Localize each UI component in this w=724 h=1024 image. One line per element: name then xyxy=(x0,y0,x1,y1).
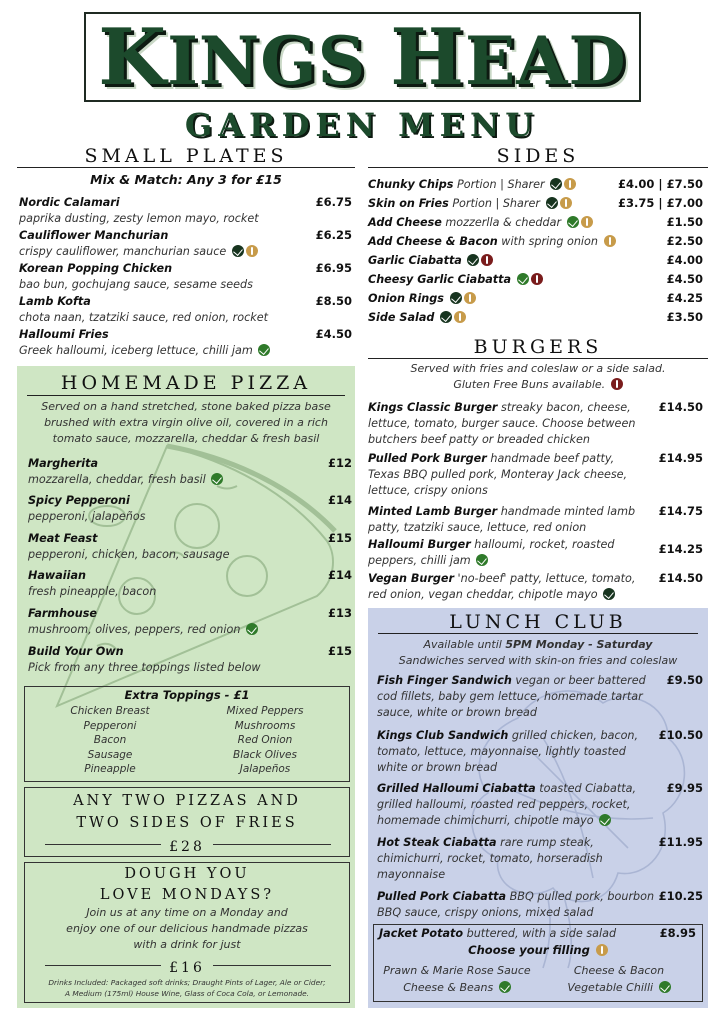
item-desc: peppers, chilli jam xyxy=(368,554,471,567)
item-name: Nordic Calamari xyxy=(19,196,120,209)
item-desc: chota naan, tzatziki sauce, red onion, rocket xyxy=(19,311,269,324)
item-price: £10.50 xyxy=(658,728,703,742)
vegetarian-badge-icon xyxy=(546,197,558,209)
extra-toppings-box xyxy=(24,686,350,782)
gluten-free-red-badge-icon xyxy=(481,254,493,266)
topping-item: Mixed Peppers xyxy=(226,705,304,717)
list-item xyxy=(28,644,261,676)
item-price: £4.50 xyxy=(315,327,352,341)
item-price: £4.00 xyxy=(666,253,703,267)
item-desc: lettuce, tomato, burger sauce. Choose between xyxy=(368,417,636,430)
list-item xyxy=(28,493,146,525)
filling-option: Cheese & Bacon xyxy=(573,964,665,977)
monday-small-1: Drinks Included: Packaged soft drinks; Draught Pints of Lager, Ale or Cider; xyxy=(48,978,326,987)
item-desc: rare rump steak, xyxy=(496,836,594,849)
vegan-badge-icon xyxy=(567,216,579,228)
lunch-heading: LUNCH CLUB xyxy=(449,611,627,633)
filling-option: Prawn & Marie Rose Sauce xyxy=(383,964,531,977)
list-item xyxy=(368,400,660,448)
vegetarian-badge-icon xyxy=(232,245,244,257)
deal-line-1: ANY TWO PIZZAS AND xyxy=(73,793,301,809)
vegan-badge-icon xyxy=(599,814,611,826)
topping-item: Pepperoni xyxy=(83,719,137,732)
item-name: Margherita xyxy=(28,457,99,470)
vegan-badge-icon xyxy=(258,344,270,356)
monday-text-3: with a drink for just xyxy=(133,938,241,951)
list-item xyxy=(368,253,493,269)
item-desc: fresh pineapple, bacon xyxy=(28,585,157,598)
item-price: £9.95 xyxy=(666,781,703,795)
item-price: £8.50 xyxy=(315,294,352,308)
list-item xyxy=(377,728,662,776)
item-price: £14.50 xyxy=(658,400,703,414)
filling-title xyxy=(374,943,702,957)
gluten-free-red-badge-icon xyxy=(531,273,543,285)
burgers-intro: Served with fries and coleslaw or a side salad. xyxy=(410,362,666,375)
list-item xyxy=(28,531,230,563)
item-price: £14.25 xyxy=(658,542,703,556)
item-name: Fish Finger Sandwich xyxy=(377,674,512,687)
topping-item: Mushrooms xyxy=(234,719,296,732)
pizza-intro-1: Served on a hand stretched, stone baked pizza base xyxy=(41,400,331,413)
item-price: £8.95 xyxy=(659,926,696,940)
item-desc: lettuce, crispy onions xyxy=(368,484,488,497)
item-desc: Texas BBQ pulled pork, Monteray Jack cheese, xyxy=(368,468,628,481)
item-price: £4.50 xyxy=(666,272,703,286)
item-desc: cod fillets, baby gem lettuce, homemade tartar xyxy=(377,690,643,703)
list-item xyxy=(368,177,576,193)
pizza-deal-box xyxy=(24,787,350,857)
vegetarian-badge-icon xyxy=(440,311,452,323)
item-desc: crispy cauliflower, manchurian sauce xyxy=(19,245,227,258)
topping-item: Bacon xyxy=(93,734,127,747)
item-price: £4.25 xyxy=(666,291,703,305)
monday-line-2: LOVE MONDAYS? xyxy=(99,887,275,903)
gluten-free-badge-icon xyxy=(596,944,608,956)
gluten-free-red-badge-icon xyxy=(611,378,623,390)
item-desc: homemade chimichurri, chipotle mayo xyxy=(377,814,594,827)
item-desc: mushroom, olives, peppers, red onion xyxy=(28,623,241,636)
list-item xyxy=(368,451,660,499)
pizza-intro-2: brushed with extra virgin olive oil, covered in a rich xyxy=(44,416,328,429)
logo-box xyxy=(84,12,641,102)
item-desc: patty, tzatziki sauce, lettuce, red onion xyxy=(368,521,587,534)
pizza-rule xyxy=(27,395,345,396)
item-name: Skin on Fries xyxy=(368,197,449,210)
item-desc: pepperoni, chicken, bacon, sausage xyxy=(28,548,230,561)
item-desc: toasted Ciabatta, xyxy=(535,782,637,795)
item-price: £14 xyxy=(327,493,352,507)
item-price: £3.50 xyxy=(666,310,703,324)
item-desc: sauce, white or brown bread xyxy=(377,706,537,719)
item-name: Halloumi Fries xyxy=(19,328,109,341)
list-item xyxy=(19,327,270,359)
item-price: £13 xyxy=(327,606,352,620)
filling-option-text: Cheese & Beans xyxy=(403,981,494,994)
item-desc: butchers beef patty or breaded chicken xyxy=(368,433,590,446)
list-item xyxy=(377,781,667,829)
extra-toppings-title: Extra Toppings - £1 xyxy=(124,688,250,702)
vegan-badge-icon xyxy=(517,273,529,285)
toppings-column-right xyxy=(200,704,330,777)
item-price: £11.95 xyxy=(658,835,703,849)
item-name: Grilled Halloumi Ciabatta xyxy=(377,782,536,795)
burgers-heading: BURGERS xyxy=(473,336,603,358)
item-desc: grilled halloumi, roasted red peppers, rocket, xyxy=(377,798,631,811)
item-name: Jacket Potato xyxy=(379,927,464,940)
list-item xyxy=(368,215,593,231)
small-plates-rule xyxy=(17,167,355,168)
item-price: £1.50 xyxy=(666,215,703,229)
list-item xyxy=(377,835,662,883)
filling-option xyxy=(544,981,694,994)
list-item xyxy=(28,606,258,638)
item-price: £6.25 xyxy=(315,228,352,242)
availability-prefix: Available until xyxy=(423,638,506,651)
item-name: Farmhouse xyxy=(28,607,97,620)
list-item xyxy=(368,310,466,326)
gluten-free-badge-icon xyxy=(560,197,572,209)
item-desc: chimichurri, rocket, tomato, horseradish xyxy=(377,852,603,865)
gluten-free-badge-icon xyxy=(454,311,466,323)
item-name: Spicy Pepperoni xyxy=(28,494,130,507)
toppings-column-left xyxy=(45,704,175,777)
logo-word-kings: INGS xyxy=(167,22,367,100)
list-item xyxy=(19,294,268,326)
item-desc: tomato, lettuce, mayonnaise, lightly toasted xyxy=(377,745,626,758)
list-item xyxy=(368,571,668,603)
item-desc: 'no-beef' patty, lettuce, tomato, xyxy=(453,572,636,585)
vegan-badge-icon xyxy=(211,473,223,485)
vegan-badge-icon xyxy=(246,623,258,635)
item-name: Onion Rings xyxy=(368,292,444,305)
pizza-intro-3: tomato sauce, mozzarella, cheddar & fresh basil xyxy=(52,432,320,445)
item-price: £14.50 xyxy=(658,571,703,585)
lunch-availability xyxy=(368,637,708,653)
topping-item: Black Olives xyxy=(233,748,297,761)
item-desc: with spring onion xyxy=(501,235,598,248)
monday-text-1: Join us at any time on a Monday and xyxy=(86,906,288,919)
item-price: £3.75 | £7.00 xyxy=(618,196,703,210)
item-name: Korean Popping Chicken xyxy=(19,262,173,275)
item-name: Hawaiian xyxy=(28,569,86,582)
item-price: £6.95 xyxy=(315,261,352,275)
monday-small-2: A Medium (175ml) House Wine, Glass of Coca Cola, or Lemonade. xyxy=(64,989,310,998)
monday-price: £16 xyxy=(161,960,213,976)
item-desc: grilled chicken, bacon, xyxy=(508,729,639,742)
availability-hours: 5PM Monday - Saturday xyxy=(505,638,653,651)
item-name: Pulled Pork Burger xyxy=(368,452,487,465)
item-desc: paprika dusting, zesty lemon mayo, rocket xyxy=(19,212,259,225)
item-price: £6.75 xyxy=(315,195,352,209)
item-desc: Greek halloumi, iceberg lettuce, chilli jam xyxy=(19,344,253,357)
item-name: Side Salad xyxy=(368,311,435,324)
vegetarian-badge-icon xyxy=(467,254,479,266)
item-desc: Portion | Sharer xyxy=(452,197,540,210)
vegetarian-badge-icon xyxy=(603,588,615,600)
item-name: Hot Steak Ciabatta xyxy=(377,836,497,849)
pizza-heading: HOMEMADE PIZZA xyxy=(60,372,312,394)
gluten-free-badge-icon xyxy=(604,235,616,247)
filling-option xyxy=(382,981,532,994)
logo-word-head: EAD xyxy=(464,22,627,100)
item-name: Add Cheese xyxy=(368,216,442,229)
item-desc: buttered, with a side salad xyxy=(463,927,617,940)
item-price: £10.25 xyxy=(658,889,703,903)
item-price: £12 xyxy=(327,456,352,470)
jacket-potato-line xyxy=(379,926,616,942)
topping-item: Red Onion xyxy=(237,734,293,747)
monday-price-wrap xyxy=(25,957,349,976)
vegan-badge-icon xyxy=(499,981,511,993)
small-plates-offer: Mix & Match: Any 3 for £15 xyxy=(90,172,282,187)
item-name: Minted Lamb Burger xyxy=(368,505,498,518)
list-item xyxy=(28,568,156,600)
item-desc: white or brown bread xyxy=(377,761,498,774)
vegetarian-badge-icon xyxy=(450,292,462,304)
item-desc: mozzarella, cheddar, fresh basil xyxy=(28,473,206,486)
item-desc: halloumi, rocket, roasted xyxy=(470,538,615,551)
deal-price-wrap xyxy=(25,836,349,855)
item-price: £9.50 xyxy=(666,673,703,687)
list-item xyxy=(368,537,660,569)
monday-text-2: enjoy one of our delicious handmade pizzas xyxy=(66,922,308,935)
list-item xyxy=(28,456,223,488)
gluten-free-badge-icon xyxy=(564,178,576,190)
topping-item: Pineapple xyxy=(84,763,136,776)
list-item xyxy=(368,504,660,536)
vegan-badge-icon xyxy=(659,981,671,993)
item-name: Halloumi Burger xyxy=(368,538,471,551)
vegetarian-badge-icon xyxy=(550,178,562,190)
filling-option-text: Vegetable Chilli xyxy=(567,981,654,994)
monday-line-1: DOUGH YOU xyxy=(124,866,250,882)
monday-offer-box xyxy=(24,862,350,1003)
list-item xyxy=(368,272,543,288)
gluten-free-badge-icon xyxy=(581,216,593,228)
list-item xyxy=(368,234,616,250)
list-item xyxy=(368,291,476,307)
item-name: Build Your Own xyxy=(28,645,124,658)
logo-letter-h: H xyxy=(390,12,465,103)
item-name: Garlic Ciabatta xyxy=(368,254,462,267)
item-name: Cheesy Garlic Ciabatta xyxy=(368,273,512,286)
topping-item: Sausage xyxy=(87,748,133,761)
item-price: £14.75 xyxy=(658,504,703,518)
item-name: Meat Feast xyxy=(28,532,98,545)
topping-item: Chicken Breast xyxy=(70,705,150,717)
item-desc: pepperoni, jalapeños xyxy=(28,510,146,523)
item-desc: Pick from any three toppings listed below xyxy=(28,661,261,674)
lunch-intro: Sandwiches served with skin-on fries and coleslaw xyxy=(398,654,678,667)
sides-heading: SIDES xyxy=(496,145,580,167)
item-desc: vegan or beer battered xyxy=(511,674,646,687)
jacket-potato-box xyxy=(373,924,703,1002)
item-price: £4.00 | £7.50 xyxy=(618,177,703,191)
item-name: Vegan Burger xyxy=(368,572,454,585)
item-name: Kings Classic Burger xyxy=(368,401,498,414)
logo-letter-k: K xyxy=(98,12,168,103)
burgers-rule xyxy=(368,358,708,359)
item-desc: mozzerlla & cheddar xyxy=(445,216,562,229)
item-name: Lamb Kofta xyxy=(19,295,91,308)
list-item xyxy=(19,228,258,260)
list-item xyxy=(19,195,259,227)
item-desc: BBQ pulled pork, bourbon xyxy=(506,890,655,903)
gluten-free-badge-icon xyxy=(464,292,476,304)
gluten-free-badge-icon xyxy=(246,245,258,257)
sides-rule xyxy=(368,167,708,168)
item-desc: mayonnaise xyxy=(377,868,446,881)
gluten-note-text: Gluten Free Buns available. xyxy=(453,378,606,391)
deal-line-2: TWO SIDES OF FRIES xyxy=(76,815,298,831)
small-plates-heading: SMALL PLATES xyxy=(84,145,288,167)
burgers-gluten-note xyxy=(368,377,708,393)
item-price: £15 xyxy=(327,531,352,545)
menu-subtitle: GARDEN MENU xyxy=(184,106,540,144)
item-desc: streaky bacon, cheese, xyxy=(497,401,631,414)
item-desc: handmade beef patty, xyxy=(486,452,615,465)
vegan-badge-icon xyxy=(476,554,488,566)
item-name: Chunky Chips xyxy=(368,178,454,191)
item-name: Add Cheese & Bacon xyxy=(368,235,498,248)
item-name: Kings Club Sandwich xyxy=(377,729,509,742)
list-item xyxy=(368,196,572,212)
item-desc: red onion, vegan cheddar, chipotle mayo xyxy=(368,588,598,601)
item-name: Pulled Pork Ciabatta xyxy=(377,890,507,903)
list-item xyxy=(377,673,662,721)
topping-item: Jalapeños xyxy=(239,763,291,776)
item-desc: Portion | Sharer xyxy=(456,178,545,191)
list-item xyxy=(377,889,667,921)
item-price: £14 xyxy=(327,568,352,582)
filling-title-text: Choose your filling xyxy=(468,943,590,957)
logo xyxy=(86,12,639,103)
item-desc: bao bun, gochujang sauce, sesame seeds xyxy=(19,278,253,291)
deal-price: £28 xyxy=(161,839,213,855)
list-item xyxy=(19,261,253,293)
item-price: £15 xyxy=(327,644,352,658)
item-desc: handmade minted lamb xyxy=(497,505,636,518)
lunch-rule xyxy=(378,633,698,634)
item-price: £2.50 xyxy=(666,234,703,248)
item-name: Cauliflower Manchurian xyxy=(19,229,169,242)
item-desc: BBQ sauce, crispy onions, mixed salad xyxy=(377,906,594,919)
item-price: £14.95 xyxy=(658,451,703,465)
